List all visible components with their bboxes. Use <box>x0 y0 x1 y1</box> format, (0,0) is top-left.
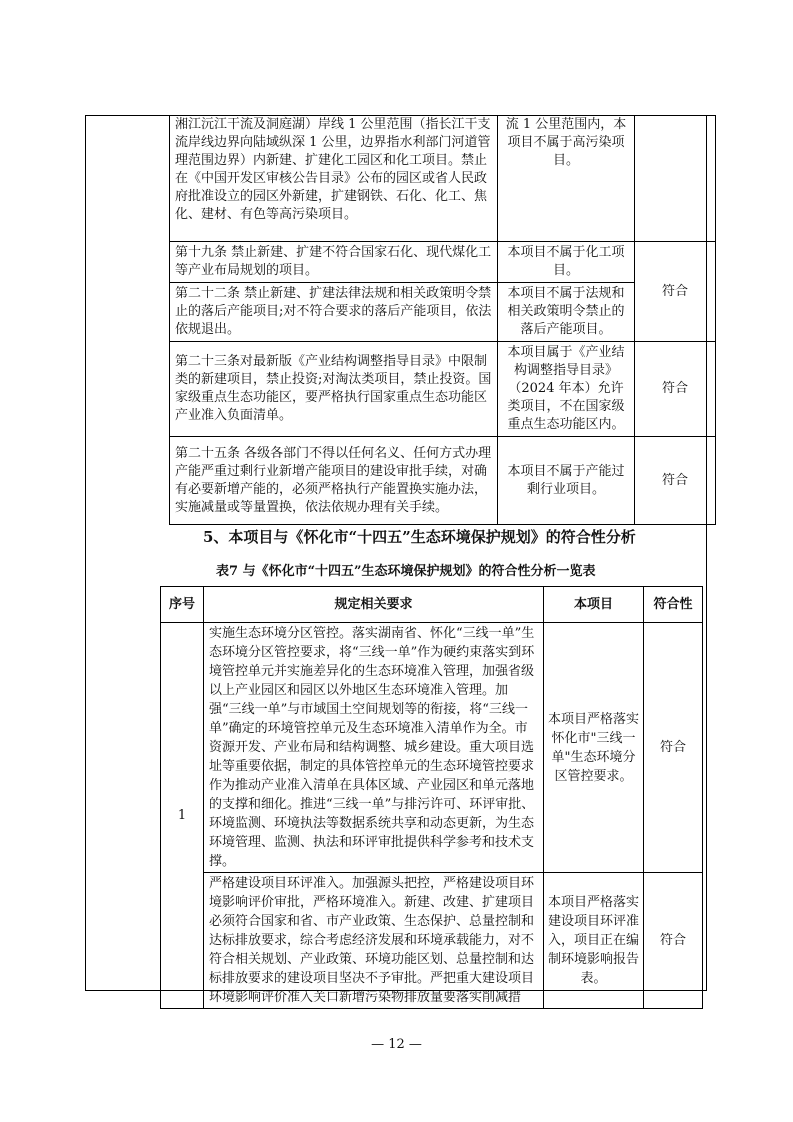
project-cell: 本项目不属于产能过剩行业项目。 <box>498 437 635 525</box>
table-row <box>161 873 703 1009</box>
table-row <box>170 437 716 525</box>
conformity-cell <box>635 116 716 242</box>
continued-compliance-table <box>169 115 716 525</box>
requirement-cell: 第二十二条 禁止新建、扩建法律法规和相关政策明令禁止的落后产能项目;对不符合要求的落后产能项目，依法依规退出。 <box>170 283 498 342</box>
requirement-cell: 严格建设项目环评准入。加强源头把控，严格建设项目环境影响评价审批，严格环境准入。新建、改建、扩建项目必须符合国家和省、市产业政策、生态保护、总量控制和达标排放要求，综合考虑经济发展和环境承载能力，对不符合相关规划、产业政策、环境功能区划、总量控制和达标排放要求的建设项目坚决不予审批。严把重大建设项目环境影响评价准入关口新增污染物排放量要落实削减措 <box>204 873 544 1009</box>
requirement-cell: 实施生态环境分区管控。落实湖南省、怀化“三线一单”生态环境分区管控要求，将“三线一单”作为硬约束落实到环境管控单元并实施差异化的生态环境准入管理，加强省级以上产业园区和园区以外地区生态环境准入管理。加强“三线一单”与市域国土空间规划等的衔接，将“三线一单”确定的环境管控单元及生态环境准入清单作为全。市资源开发、产业布局和结构调整、城乡建设。重大项目选址等重要依据，制定的具体管控单元的生态环境管控要求作为推动产业准入清单在具体区域、产业园区和单元落地的支撑和细化。推进“三线一单”与排污许可、环评审批、环境监测、环境执法等数据系统共享和动态更新，为生态环境管理、监测、执法和环评审批提供科学参考和技术支撑。 <box>204 623 544 873</box>
header-no: 序号 <box>161 587 204 623</box>
conformity-cell: 符合 <box>644 873 703 1009</box>
conformity-cell: 符合 <box>635 437 716 525</box>
project-cell: 流 1 公里范围内，本项目不属于高污染项目。 <box>498 116 635 242</box>
requirement-cell: 第二十五条 各级各部门不得以任何名义、任何方式办理产能严重过剩行业新增产能项目的建设审批手续，对确有必要新增产能的，必须严格执行产能置换实施办法，实施减量或等量置换，依法依规办理有关手续。 <box>170 437 498 525</box>
project-cell: 本项目属于《产业结构调整指导目录》（2024 年本）允许类项目，不在国家级重点生态功能区内。 <box>498 342 635 437</box>
page-number: — 12 — <box>371 1037 422 1052</box>
project-cell: 本项目严格落实怀化市"三线一单"生态环境分区管控要求。 <box>544 623 644 873</box>
table-row <box>170 242 716 283</box>
table7-compliance-analysis <box>160 586 703 1009</box>
project-cell: 本项目严格落实建设项目环评准入，项目正在编制环境影响报告表。 <box>544 873 644 1009</box>
project-cell: 本项目不属于法规和相关政策明令禁止的落后产能项目。 <box>498 283 635 342</box>
conformity-cell: 符合 <box>635 242 716 342</box>
header-requirement: 规定相关要求 <box>204 587 544 623</box>
section-heading: 5、本项目与《怀化市“十四五”生态环境保护规划》的符合性分析 <box>203 528 636 546</box>
table-row <box>170 342 716 437</box>
header-conformity: 符合性 <box>644 587 703 623</box>
table-row <box>170 283 716 342</box>
conformity-cell: 符合 <box>635 342 716 437</box>
table-row <box>170 116 716 242</box>
table-header-row <box>161 587 703 623</box>
table-row <box>161 623 703 873</box>
table-caption: 表7 与《怀化市“十四五”生态环境保护规划》的符合性分析一览表 <box>216 564 596 579</box>
conformity-cell: 符合 <box>644 623 703 873</box>
requirement-cell: 湘江沅江干流及洞庭湖）岸线 1 公里范围（指长江干支流岸线边界向陆域纵深 1 公里，边界指水利部门河道管理范围边界）内新建、扩建化工园区和化工项目。禁止在《中国开发区审核公告目录》公布的园区或省人民政府批准设立的园区外新建，扩建钢铁、石化、化工、焦化、建材、有色等高污染项目。 <box>170 116 498 242</box>
requirement-cell: 第二十三条对最新版《产业结构调整指导目录》中限制类的新建项目，禁止投资;对淘汰类项目，禁止投资。国家级重点生态功能区，要严格执行国家重点生态功能区产业准入负面清单。 <box>170 342 498 437</box>
requirement-cell: 第十九条 禁止新建、扩建不符合国家石化、现代煤化工等产业布局规划的项目。 <box>170 242 498 283</box>
project-cell: 本项目不属于化工项目。 <box>498 242 635 283</box>
header-project: 本项目 <box>544 587 644 623</box>
row-number-cell: 1 <box>161 623 204 1009</box>
